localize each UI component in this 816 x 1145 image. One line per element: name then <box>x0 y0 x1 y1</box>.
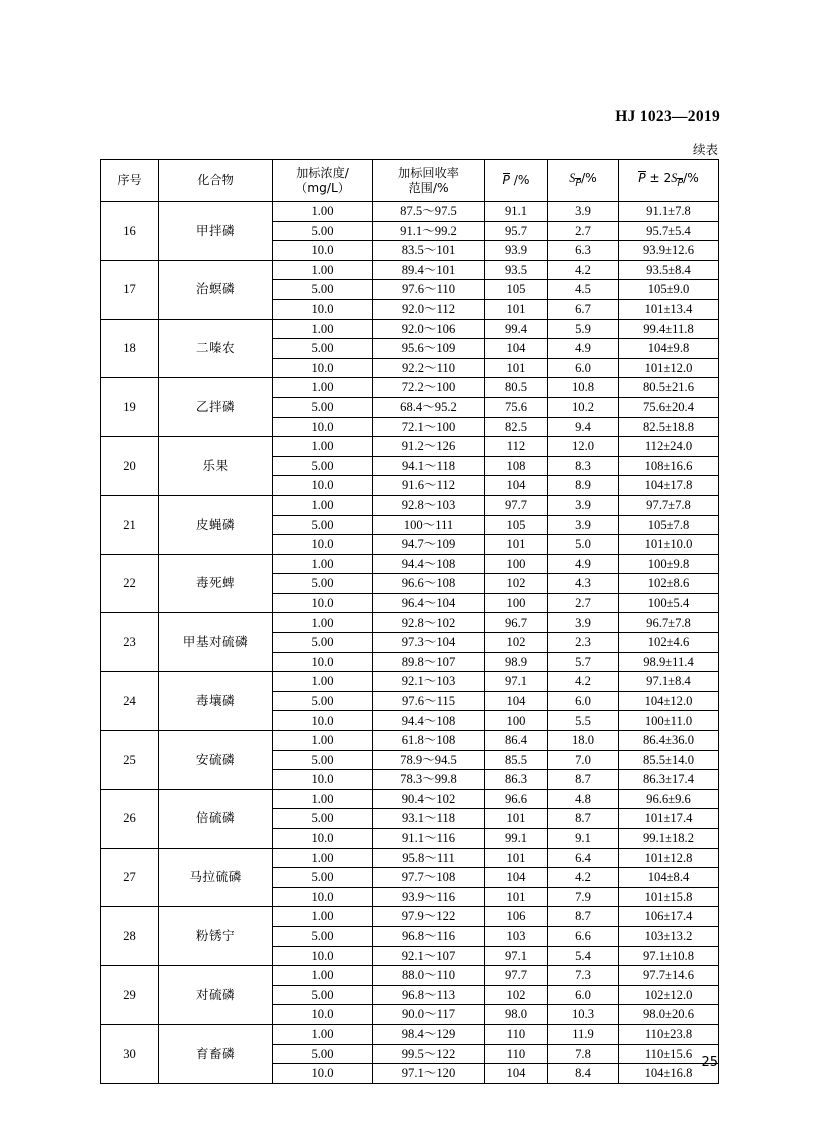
cell-mean-recovery: 110 <box>485 1044 548 1064</box>
cell-standard-deviation: 7.3 <box>548 966 619 986</box>
cell-index: 16 <box>101 202 159 261</box>
cell-recovery-range: 68.4～95.2 <box>373 397 485 417</box>
cell-standard-deviation: 4.8 <box>548 789 619 809</box>
cell-mean-recovery: 106 <box>485 907 548 927</box>
cell-confidence-interval: 98.9±11.4 <box>619 652 719 672</box>
cell-recovery-range: 91.1～116 <box>373 829 485 849</box>
cell-recovery-range: 100～111 <box>373 515 485 535</box>
cell-confidence-interval: 100±11.0 <box>619 711 719 731</box>
cell-confidence-interval: 93.9±12.6 <box>619 241 719 261</box>
cell-mean-recovery: 101 <box>485 809 548 829</box>
cell-index: 18 <box>101 319 159 378</box>
cell-mean-recovery: 93.5 <box>485 260 548 280</box>
page-number: 25 <box>701 1055 718 1070</box>
table-row <box>101 731 719 751</box>
cell-spike-concentration: 10.0 <box>273 946 373 966</box>
cell-confidence-interval: 108±16.6 <box>619 456 719 476</box>
table-row <box>101 495 719 515</box>
cell-spike-concentration: 1.00 <box>273 848 373 868</box>
cell-recovery-range: 72.1～100 <box>373 417 485 437</box>
cell-standard-deviation: 8.7 <box>548 809 619 829</box>
cell-mean-recovery: 101 <box>485 358 548 378</box>
cell-spike-concentration: 1.00 <box>273 613 373 633</box>
cell-confidence-interval: 110±23.8 <box>619 1024 719 1044</box>
table-header-row <box>101 160 719 202</box>
cell-spike-concentration: 5.00 <box>273 280 373 300</box>
cell-spike-concentration: 5.00 <box>273 397 373 417</box>
cell-spike-concentration: 1.00 <box>273 378 373 398</box>
cell-standard-deviation: 2.3 <box>548 633 619 653</box>
cell-spike-concentration: 10.0 <box>273 829 373 849</box>
table-row <box>101 260 719 280</box>
cell-mean-recovery: 97.1 <box>485 946 548 966</box>
cell-spike-concentration: 10.0 <box>273 299 373 319</box>
table-row <box>101 319 719 339</box>
cell-compound-name: 甲拌磷 <box>159 202 273 261</box>
std-dev-symbol: SP/% <box>569 171 597 190</box>
cell-spike-concentration: 5.00 <box>273 515 373 535</box>
cell-confidence-interval: 86.3±17.4 <box>619 770 719 790</box>
cell-recovery-range: 96.8～113 <box>373 985 485 1005</box>
cell-spike-concentration: 1.00 <box>273 554 373 574</box>
table-row <box>101 848 719 868</box>
cell-spike-concentration: 1.00 <box>273 260 373 280</box>
cell-confidence-interval: 93.5±8.4 <box>619 260 719 280</box>
cell-compound-name: 二嗪农 <box>159 319 273 378</box>
cell-standard-deviation: 4.2 <box>548 672 619 692</box>
cell-recovery-range: 97.1～120 <box>373 1064 485 1084</box>
cell-standard-deviation: 8.3 <box>548 456 619 476</box>
cell-index: 28 <box>101 907 159 966</box>
cell-confidence-interval: 110±15.6 <box>619 1044 719 1064</box>
cell-standard-deviation: 6.6 <box>548 926 619 946</box>
cell-mean-recovery: 97.1 <box>485 672 548 692</box>
cell-compound-name: 粉锈宁 <box>159 907 273 966</box>
cell-spike-concentration: 1.00 <box>273 672 373 692</box>
cell-mean-recovery: 104 <box>485 691 548 711</box>
cell-recovery-range: 61.8～108 <box>373 731 485 751</box>
cell-spike-concentration: 5.00 <box>273 750 373 770</box>
cell-standard-deviation: 5.0 <box>548 535 619 555</box>
cell-spike-concentration: 10.0 <box>273 593 373 613</box>
cell-recovery-range: 72.2～100 <box>373 378 485 398</box>
cell-recovery-range: 90.4～102 <box>373 789 485 809</box>
cell-confidence-interval: 97.1±8.4 <box>619 672 719 692</box>
cell-mean-recovery: 101 <box>485 887 548 907</box>
cell-spike-concentration: 1.00 <box>273 495 373 515</box>
cell-confidence-interval: 96.7±7.8 <box>619 613 719 633</box>
cell-standard-deviation: 6.0 <box>548 691 619 711</box>
cell-standard-deviation: 8.9 <box>548 476 619 496</box>
cell-spike-concentration: 5.00 <box>273 868 373 888</box>
table-row <box>101 672 719 692</box>
cell-mean-recovery: 82.5 <box>485 417 548 437</box>
cell-mean-recovery: 101 <box>485 848 548 868</box>
cell-mean-recovery: 97.7 <box>485 966 548 986</box>
cell-standard-deviation: 12.0 <box>548 437 619 457</box>
cell-mean-recovery: 96.6 <box>485 789 548 809</box>
cell-recovery-range: 91.1～99.2 <box>373 221 485 241</box>
cell-confidence-interval: 99.4±11.8 <box>619 319 719 339</box>
cell-standard-deviation: 7.9 <box>548 887 619 907</box>
cell-mean-recovery: 100 <box>485 711 548 731</box>
cell-confidence-interval: 104±9.8 <box>619 339 719 359</box>
cell-index: 30 <box>101 1024 159 1083</box>
cell-recovery-range: 97.3～104 <box>373 633 485 653</box>
column-header-confidence-interval <box>619 160 719 202</box>
cell-standard-deviation: 3.9 <box>548 495 619 515</box>
cell-index: 29 <box>101 966 159 1025</box>
cell-confidence-interval: 101±12.0 <box>619 358 719 378</box>
cell-mean-recovery: 104 <box>485 339 548 359</box>
cell-recovery-range: 92.1～103 <box>373 672 485 692</box>
cell-recovery-range: 93.1～118 <box>373 809 485 829</box>
cell-recovery-range: 89.4～101 <box>373 260 485 280</box>
cell-index: 27 <box>101 848 159 907</box>
cell-recovery-range: 91.2～126 <box>373 437 485 457</box>
cell-recovery-range: 98.4～129 <box>373 1024 485 1044</box>
cell-mean-recovery: 104 <box>485 476 548 496</box>
cell-mean-recovery: 75.6 <box>485 397 548 417</box>
cell-confidence-interval: 106±17.4 <box>619 907 719 927</box>
cell-spike-concentration: 10.0 <box>273 1064 373 1084</box>
cell-recovery-range: 90.0～117 <box>373 1005 485 1025</box>
recovery-data-table-wrapper <box>100 159 718 1084</box>
cell-standard-deviation: 10.3 <box>548 1005 619 1025</box>
cell-spike-concentration: 5.00 <box>273 633 373 653</box>
cell-confidence-interval: 104±8.4 <box>619 868 719 888</box>
cell-spike-concentration: 1.00 <box>273 789 373 809</box>
cell-recovery-range: 95.6～109 <box>373 339 485 359</box>
cell-standard-deviation: 4.2 <box>548 868 619 888</box>
cell-spike-concentration: 5.00 <box>273 221 373 241</box>
cell-mean-recovery: 95.7 <box>485 221 548 241</box>
cell-mean-recovery: 108 <box>485 456 548 476</box>
cell-spike-concentration: 5.00 <box>273 339 373 359</box>
cell-standard-deviation: 4.2 <box>548 260 619 280</box>
cell-standard-deviation: 4.9 <box>548 339 619 359</box>
cell-compound-name: 乙拌磷 <box>159 378 273 437</box>
table-header-row-group <box>101 160 719 202</box>
cell-recovery-range: 96.6～108 <box>373 574 485 594</box>
cell-standard-deviation: 5.7 <box>548 652 619 672</box>
cell-standard-deviation: 6.7 <box>548 299 619 319</box>
cell-spike-concentration: 10.0 <box>273 476 373 496</box>
cell-confidence-interval: 91.1±7.8 <box>619 202 719 222</box>
cell-confidence-interval: 97.7±14.6 <box>619 966 719 986</box>
cell-spike-concentration: 5.00 <box>273 691 373 711</box>
cell-compound-name: 育畜磷 <box>159 1024 273 1083</box>
cell-recovery-range: 97.7～108 <box>373 868 485 888</box>
cell-confidence-interval: 100±9.8 <box>619 554 719 574</box>
cell-compound-name: 倍硫磷 <box>159 789 273 848</box>
cell-confidence-interval: 104±17.8 <box>619 476 719 496</box>
cell-standard-deviation: 5.9 <box>548 319 619 339</box>
cell-spike-concentration: 10.0 <box>273 770 373 790</box>
cell-compound-name: 乐果 <box>159 437 273 496</box>
cell-spike-concentration: 5.00 <box>273 985 373 1005</box>
cell-recovery-range: 94.7～109 <box>373 535 485 555</box>
cell-confidence-interval: 85.5±14.0 <box>619 750 719 770</box>
cell-recovery-range: 96.4～104 <box>373 593 485 613</box>
cell-confidence-interval: 101±17.4 <box>619 809 719 829</box>
cell-standard-deviation: 7.0 <box>548 750 619 770</box>
cell-recovery-range: 92.8～103 <box>373 495 485 515</box>
table-row <box>101 202 719 222</box>
table-row <box>101 907 719 927</box>
cell-confidence-interval: 99.1±18.2 <box>619 829 719 849</box>
cell-standard-deviation: 9.4 <box>548 417 619 437</box>
cell-spike-concentration: 1.00 <box>273 731 373 751</box>
cell-mean-recovery: 86.4 <box>485 731 548 751</box>
cell-recovery-range: 88.0～110 <box>373 966 485 986</box>
cell-spike-concentration: 10.0 <box>273 535 373 555</box>
cell-confidence-interval: 103±13.2 <box>619 926 719 946</box>
cell-standard-deviation: 6.0 <box>548 985 619 1005</box>
cell-standard-deviation: 3.9 <box>548 613 619 633</box>
cell-spike-concentration: 10.0 <box>273 887 373 907</box>
cell-compound-name: 皮蝇磷 <box>159 495 273 554</box>
column-header-standard-deviation <box>548 160 619 202</box>
cell-standard-deviation: 2.7 <box>548 593 619 613</box>
cell-spike-concentration: 1.00 <box>273 437 373 457</box>
cell-spike-concentration: 5.00 <box>273 574 373 594</box>
cell-compound-name: 安硫磷 <box>159 731 273 790</box>
cell-spike-concentration: 5.00 <box>273 809 373 829</box>
table-row <box>101 378 719 398</box>
cell-confidence-interval: 86.4±36.0 <box>619 731 719 751</box>
cell-confidence-interval: 82.5±18.8 <box>619 417 719 437</box>
cell-index: 17 <box>101 260 159 319</box>
cell-confidence-interval: 105±9.0 <box>619 280 719 300</box>
cell-confidence-interval: 96.6±9.6 <box>619 789 719 809</box>
cell-recovery-range: 91.6～112 <box>373 476 485 496</box>
cell-spike-concentration: 10.0 <box>273 241 373 261</box>
cell-mean-recovery: 80.5 <box>485 378 548 398</box>
cell-spike-concentration: 5.00 <box>273 1044 373 1064</box>
cell-standard-deviation: 8.7 <box>548 907 619 927</box>
cell-standard-deviation: 6.3 <box>548 241 619 261</box>
cell-confidence-interval: 112±24.0 <box>619 437 719 457</box>
cell-mean-recovery: 102 <box>485 985 548 1005</box>
cell-compound-name: 对硫磷 <box>159 966 273 1025</box>
cell-recovery-range: 96.8～116 <box>373 926 485 946</box>
cell-confidence-interval: 104±12.0 <box>619 691 719 711</box>
table-row <box>101 966 719 986</box>
cell-standard-deviation: 6.0 <box>548 358 619 378</box>
cell-recovery-range: 87.5～97.5 <box>373 202 485 222</box>
cell-standard-deviation: 7.8 <box>548 1044 619 1064</box>
cell-mean-recovery: 104 <box>485 868 548 888</box>
table-row <box>101 437 719 457</box>
cell-index: 22 <box>101 554 159 613</box>
table-continuation-caption: 续表 <box>692 142 718 157</box>
cell-standard-deviation: 11.9 <box>548 1024 619 1044</box>
cell-compound-name: 治螟磷 <box>159 260 273 319</box>
cell-standard-deviation: 4.3 <box>548 574 619 594</box>
table-body <box>101 202 719 1084</box>
cell-recovery-range: 97.6～110 <box>373 280 485 300</box>
cell-index: 24 <box>101 672 159 731</box>
cell-spike-concentration: 1.00 <box>273 202 373 222</box>
cell-recovery-range: 92.2～110 <box>373 358 485 378</box>
cell-standard-deviation: 4.5 <box>548 280 619 300</box>
cell-recovery-range: 97.9～122 <box>373 907 485 927</box>
cell-standard-deviation: 10.8 <box>548 378 619 398</box>
cell-recovery-range: 92.8～102 <box>373 613 485 633</box>
table-row <box>101 789 719 809</box>
cell-spike-concentration: 10.0 <box>273 1005 373 1025</box>
cell-recovery-range: 92.0～106 <box>373 319 485 339</box>
cell-confidence-interval: 97.1±10.8 <box>619 946 719 966</box>
cell-mean-recovery: 98.9 <box>485 652 548 672</box>
cell-recovery-range: 93.9～116 <box>373 887 485 907</box>
cell-compound-name: 甲基对硫磷 <box>159 613 273 672</box>
cell-mean-recovery: 97.7 <box>485 495 548 515</box>
standard-id: HJ 1023—2019 <box>615 108 720 125</box>
cell-mean-recovery: 85.5 <box>485 750 548 770</box>
cell-recovery-range: 78.3～99.8 <box>373 770 485 790</box>
cell-standard-deviation: 3.9 <box>548 515 619 535</box>
cell-mean-recovery: 110 <box>485 1024 548 1044</box>
cell-mean-recovery: 104 <box>485 1064 548 1084</box>
cell-spike-concentration: 1.00 <box>273 319 373 339</box>
cell-confidence-interval: 80.5±21.6 <box>619 378 719 398</box>
cell-mean-recovery: 93.9 <box>485 241 548 261</box>
cell-mean-recovery: 98.0 <box>485 1005 548 1025</box>
cell-mean-recovery: 100 <box>485 593 548 613</box>
table-row <box>101 613 719 633</box>
cell-confidence-interval: 101±10.0 <box>619 535 719 555</box>
cell-confidence-interval: 105±7.8 <box>619 515 719 535</box>
cell-confidence-interval: 102±4.6 <box>619 633 719 653</box>
cell-standard-deviation: 18.0 <box>548 731 619 751</box>
cell-standard-deviation: 9.1 <box>548 829 619 849</box>
cell-recovery-range: 92.0～112 <box>373 299 485 319</box>
cell-mean-recovery: 99.1 <box>485 829 548 849</box>
cell-spike-concentration: 10.0 <box>273 711 373 731</box>
cell-confidence-interval: 97.7±7.8 <box>619 495 719 515</box>
cell-confidence-interval: 101±13.4 <box>619 299 719 319</box>
cell-recovery-range: 92.1～107 <box>373 946 485 966</box>
cell-confidence-interval: 102±12.0 <box>619 985 719 1005</box>
cell-confidence-interval: 95.7±5.4 <box>619 221 719 241</box>
cell-compound-name: 毒死蜱 <box>159 554 273 613</box>
cell-mean-recovery: 105 <box>485 515 548 535</box>
cell-confidence-interval: 102±8.6 <box>619 574 719 594</box>
cell-confidence-interval: 100±5.4 <box>619 593 719 613</box>
cell-index: 26 <box>101 789 159 848</box>
cell-standard-deviation: 4.9 <box>548 554 619 574</box>
cell-recovery-range: 95.8～111 <box>373 848 485 868</box>
document-header <box>615 108 720 126</box>
cell-standard-deviation: 3.9 <box>548 202 619 222</box>
cell-index: 21 <box>101 495 159 554</box>
column-header-compound: 化合物 <box>159 160 273 202</box>
cell-spike-concentration: 1.00 <box>273 1024 373 1044</box>
cell-confidence-interval: 98.0±20.6 <box>619 1005 719 1025</box>
column-header-spike-concentration: 加标浓度/ （mg/L） <box>273 160 373 202</box>
cell-mean-recovery: 105 <box>485 280 548 300</box>
cell-mean-recovery: 99.4 <box>485 319 548 339</box>
cell-confidence-interval: 104±16.8 <box>619 1064 719 1084</box>
cell-spike-concentration: 5.00 <box>273 456 373 476</box>
column-header-mean-recovery <box>485 160 548 202</box>
confidence-interval-symbol: P ± 2SP/% <box>638 171 699 190</box>
cell-standard-deviation: 2.7 <box>548 221 619 241</box>
cell-spike-concentration: 10.0 <box>273 417 373 437</box>
cell-spike-concentration: 1.00 <box>273 907 373 927</box>
cell-mean-recovery: 86.3 <box>485 770 548 790</box>
cell-index: 25 <box>101 731 159 790</box>
cell-mean-recovery: 91.1 <box>485 202 548 222</box>
mean-recovery-symbol: P /% <box>502 173 530 188</box>
cell-standard-deviation: 5.5 <box>548 711 619 731</box>
cell-mean-recovery: 96.7 <box>485 613 548 633</box>
cell-spike-concentration: 5.00 <box>273 926 373 946</box>
cell-confidence-interval: 75.6±20.4 <box>619 397 719 417</box>
cell-index: 20 <box>101 437 159 496</box>
cell-confidence-interval: 101±12.8 <box>619 848 719 868</box>
cell-standard-deviation: 5.4 <box>548 946 619 966</box>
cell-mean-recovery: 103 <box>485 926 548 946</box>
column-header-index: 序号 <box>101 160 159 202</box>
cell-spike-concentration: 10.0 <box>273 358 373 378</box>
cell-recovery-range: 78.9～94.5 <box>373 750 485 770</box>
cell-spike-concentration: 10.0 <box>273 652 373 672</box>
cell-standard-deviation: 8.7 <box>548 770 619 790</box>
cell-standard-deviation: 6.4 <box>548 848 619 868</box>
cell-index: 23 <box>101 613 159 672</box>
cell-mean-recovery: 102 <box>485 574 548 594</box>
cell-index: 19 <box>101 378 159 437</box>
cell-recovery-range: 94.4～108 <box>373 554 485 574</box>
cell-mean-recovery: 101 <box>485 299 548 319</box>
cell-mean-recovery: 100 <box>485 554 548 574</box>
cell-mean-recovery: 112 <box>485 437 548 457</box>
cell-recovery-range: 94.4～108 <box>373 711 485 731</box>
cell-compound-name: 马拉硫磷 <box>159 848 273 907</box>
cell-spike-concentration: 1.00 <box>273 966 373 986</box>
cell-mean-recovery: 102 <box>485 633 548 653</box>
column-header-recovery-range: 加标回收率 范围/% <box>373 160 485 202</box>
cell-recovery-range: 94.1～118 <box>373 456 485 476</box>
cell-recovery-range: 99.5～122 <box>373 1044 485 1064</box>
cell-standard-deviation: 10.2 <box>548 397 619 417</box>
recovery-data-table <box>100 159 719 1084</box>
cell-recovery-range: 97.6～115 <box>373 691 485 711</box>
cell-standard-deviation: 8.4 <box>548 1064 619 1084</box>
cell-mean-recovery: 101 <box>485 535 548 555</box>
table-row <box>101 1024 719 1044</box>
table-row <box>101 554 719 574</box>
cell-recovery-range: 83.5～101 <box>373 241 485 261</box>
cell-confidence-interval: 101±15.8 <box>619 887 719 907</box>
cell-recovery-range: 89.8～107 <box>373 652 485 672</box>
cell-compound-name: 毒壤磷 <box>159 672 273 731</box>
